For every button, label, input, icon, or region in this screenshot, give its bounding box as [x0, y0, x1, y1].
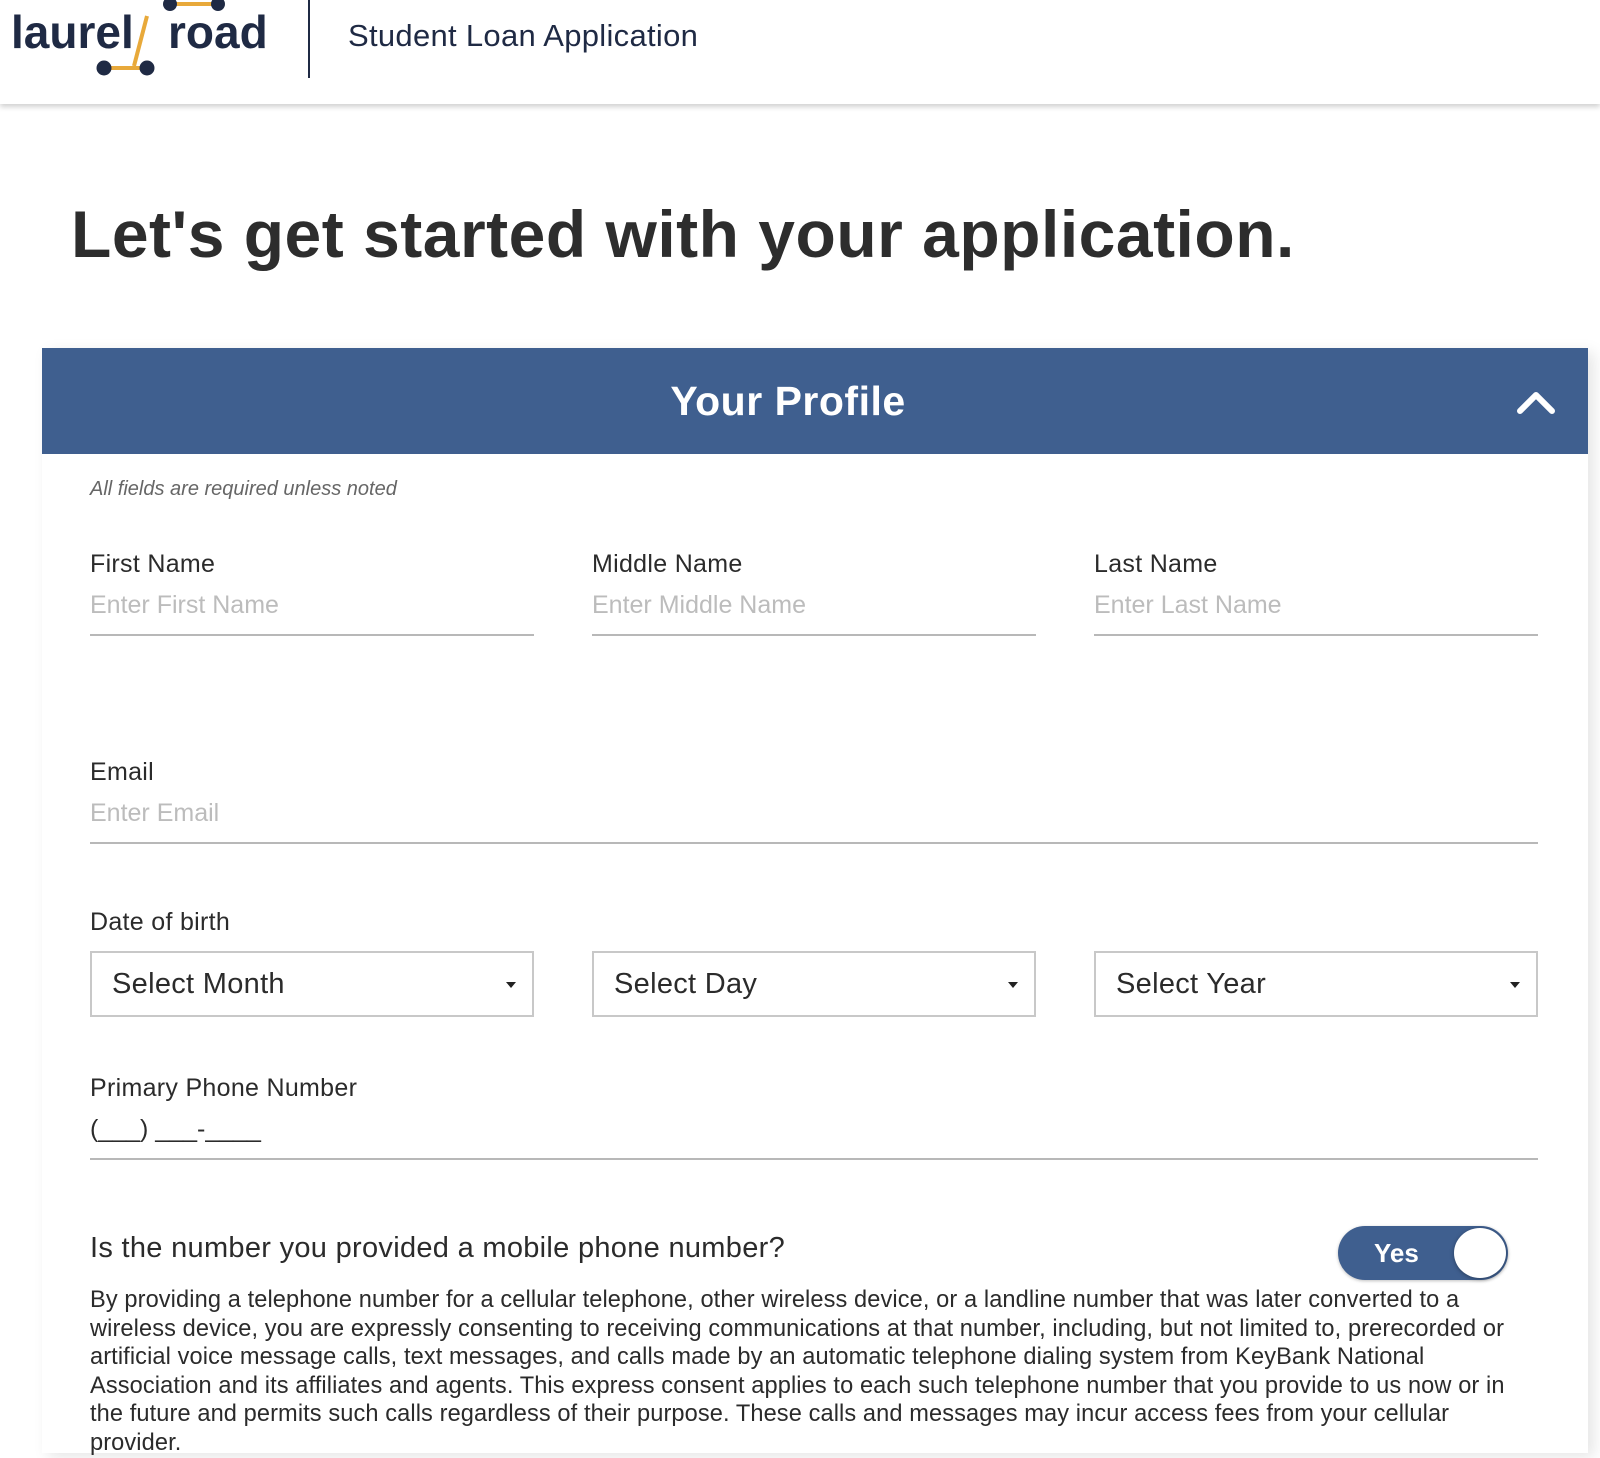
middle-name-label: Middle Name: [592, 550, 743, 578]
caret-down-icon: [506, 982, 516, 988]
profile-section-header[interactable]: [42, 348, 1588, 454]
email-input[interactable]: [90, 796, 1538, 844]
birth-day-value: Select Day: [614, 968, 758, 1000]
last-name-input[interactable]: [1094, 588, 1538, 636]
laurel-road-logo[interactable]: [10, 0, 276, 84]
required-fields-note: All fields are required unless noted: [90, 478, 397, 500]
page-headline: Let's get started with your application.: [71, 197, 1295, 271]
first-name-label: First Name: [90, 550, 216, 578]
email-label: Email: [90, 758, 155, 786]
date-of-birth-label: Date of birth: [90, 908, 231, 936]
caret-down-icon: [1008, 982, 1018, 988]
birth-year-value: Select Year: [1116, 968, 1267, 1000]
first-name-input[interactable]: [90, 588, 534, 636]
logo-word-laurel: laurel: [11, 6, 134, 58]
section-title: Your Profile: [670, 378, 906, 424]
chevron-up-icon: [1514, 381, 1558, 425]
middle-name-input[interactable]: [592, 588, 1036, 636]
mobile-toggle[interactable]: [1338, 1226, 1508, 1280]
toggle-label: Yes: [1374, 1238, 1419, 1268]
last-name-label: Last Name: [1094, 550, 1218, 578]
caret-down-icon: [1510, 982, 1520, 988]
phone-input[interactable]: [90, 1112, 1538, 1160]
app-title: Student Loan Application: [348, 18, 699, 53]
birth-day-select[interactable]: [592, 951, 1036, 1017]
mobile-question: Is the number you provided a mobile phone number?: [90, 1232, 786, 1264]
birth-month-value: Select Month: [112, 968, 285, 1000]
birth-year-select[interactable]: [1094, 951, 1538, 1017]
consent-text: By providing a telephone number for a cellular telephone, other wireless device, or a landline number that was later converted to a wireless device, you are expressly consenting to receiving communications at that number, including, but not limited to, prerecorded or artificial voice message calls, text messages, and calls made by an automatic telephone dialing system from KeyBank National Association and its affiliates and agents. This express consent applies to each such telephone number that you provide to us now or in the future and permits such calls regardless of their purpose. These calls and messages may incur access fees from your cellular provider.: [90, 1287, 1505, 1456]
header-divider: [308, 0, 310, 78]
top-bar: [0, 0, 1600, 104]
logo-word-road: road: [168, 6, 268, 58]
collapse-button[interactable]: [1514, 381, 1558, 425]
toggle-knob: [1454, 1228, 1506, 1278]
profile-section: [42, 348, 1588, 1456]
birth-month-select[interactable]: [90, 951, 534, 1017]
phone-label: Primary Phone Number: [90, 1074, 358, 1102]
